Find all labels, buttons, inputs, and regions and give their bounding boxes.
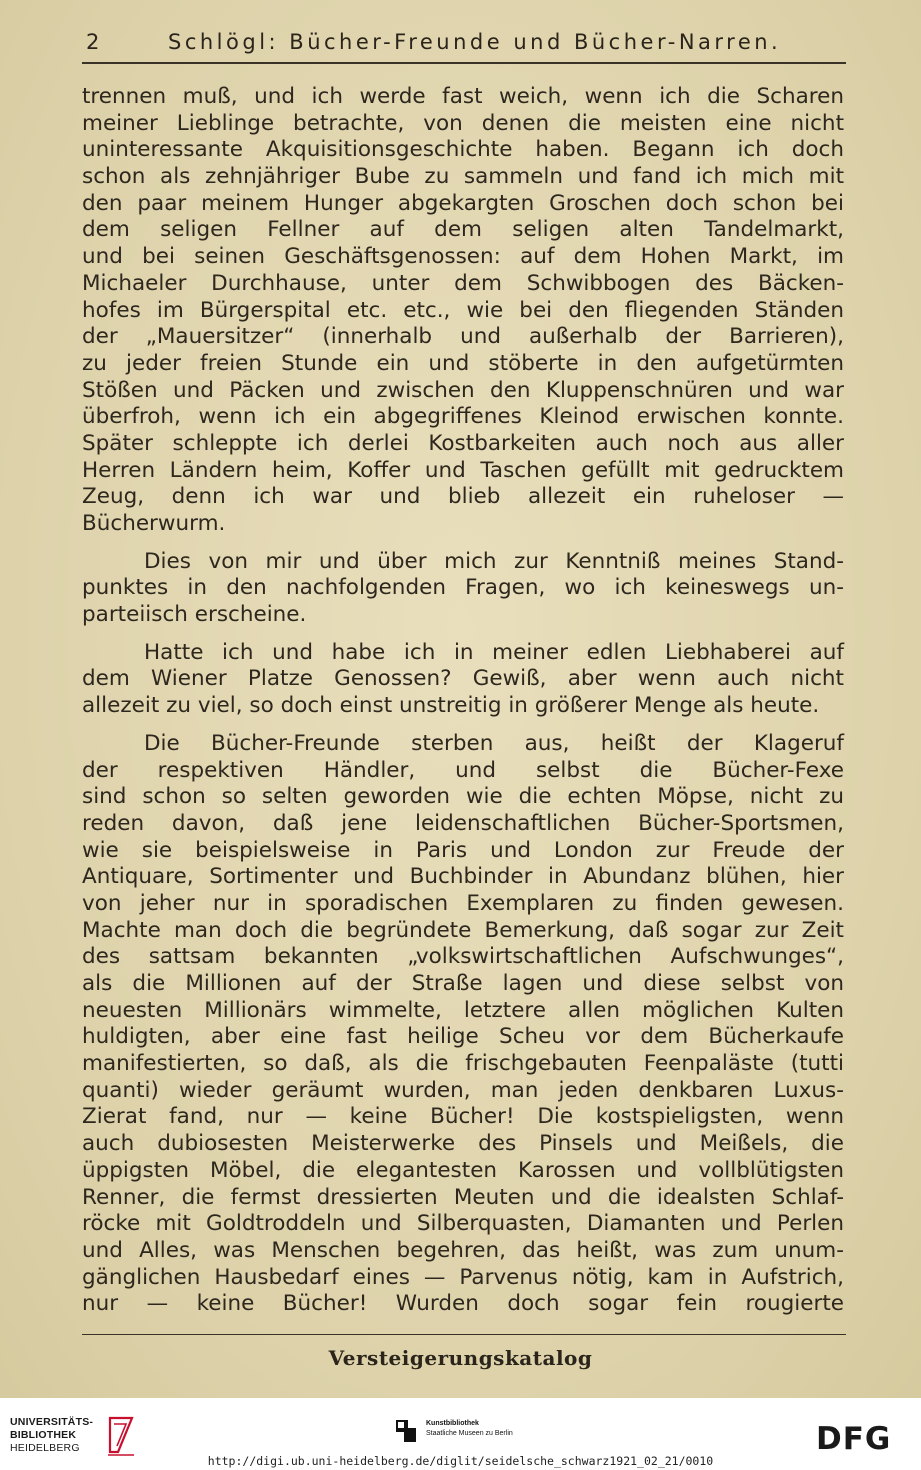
running-title: Schlögl: Bücher-Freunde und Bücher-Narren. [168, 30, 782, 54]
text-line: meiner Lieblinge betrachte, von denen die meisten eine nicht [82, 110, 844, 136]
page-number: 2 [86, 30, 100, 54]
text-line: von jeher nur in sporadischen Exemplaren zu finden gewesen. [82, 890, 844, 916]
text-line: dem seligen Fellner auf dem seligen alten Tandelmarkt, [82, 217, 844, 243]
text-line: Später schleppte ich derlei Kostbarkeiten auch noch aus aller [82, 430, 844, 456]
paragraph-2 [82, 549, 844, 629]
text-line: Hatte ich und habe ich in meiner edlen Liebhaberei auf [144, 639, 844, 665]
logo-line: UNIVERSITÄTS- [10, 1416, 94, 1428]
text-line: hofes im Bürgerspital etc. etc., wie bei den fliegenden Ständen [82, 297, 844, 323]
text-line: überfroh, wenn ich ein abgegriffenes Kleinod erwischen konnte. [82, 404, 844, 430]
text-line: zu jeder freien Stunde ein und stöberte in den aufgetürmten [82, 350, 844, 376]
text-line: manifestierten, so daß, als die frischgebauten Feenpaläste (tutti [82, 1051, 844, 1077]
text-line: Dies von mir und über mich zur Kenntniß meines Stand- [144, 548, 844, 574]
logo-line: HEIDELBERG [10, 1442, 80, 1454]
text-line: Machte man doch die begründete Bemerkung, daß sogar zur Zeit [82, 917, 844, 943]
text-line: uninteressante Akquisitionsgeschichte haben. Begann ich doch [82, 137, 844, 163]
text-line: schon als zehnjähriger Bube zu sammeln und fand ich mich mit [82, 164, 844, 190]
university-seal-icon [104, 1414, 138, 1456]
text-line: Michaeler Durchhause, unter dem Schwibbogen des Bäcken- [82, 270, 844, 296]
text-line: üppigsten Möbel, die elegantesten Karossen und vollblütigsten [82, 1157, 844, 1183]
kb-line: Staatliche Museen zu Berlin [426, 1430, 513, 1437]
dfg-logo-icon[interactable] [816, 1422, 908, 1452]
text-line: Antiquare, Sortimenter und Buchbinder in Abundanz blühen, hier [82, 864, 844, 890]
text-line: als die Millionen auf der Straße lagen und diese selbst von [82, 971, 844, 996]
text-line: huldigten, aber eine fast heilige Scheu vor dem Bücherkaufe [82, 1024, 844, 1050]
header-rule [82, 62, 846, 64]
text-line: und bei seinen Geschäftsgenossen: auf dem Hohen Markt, im [82, 244, 844, 270]
text-line: punktes in den nachfolgenden Fragen, wo ich keineswegs un- [82, 575, 844, 601]
text-line: trennen muß, und ich werde fast weich, wenn ich die Scharen [82, 84, 844, 109]
paragraph-4 [82, 731, 844, 1318]
running-head [82, 30, 842, 60]
text-line: neuesten Millionärs wimmelte, letztere allen möglichen Kulten [82, 997, 844, 1023]
text-line: dem Wiener Platze Genossen? Gewiß, aber wenn auch nicht [82, 666, 844, 692]
logo-line: BIBLIOTHEK [10, 1429, 77, 1441]
text-line: reden davon, daß jene leidenschaftlichen Bücher-Sportsmen, [82, 810, 844, 836]
text-line: allezeit zu viel, so doch einst unstreitig in größerer Menge als heute. [82, 693, 820, 719]
text-line: Bücherwurm. [82, 511, 226, 536]
text-line: röcke mit Goldtroddeln und Silberquasten, Diamanten und Perlen [82, 1211, 844, 1237]
university-library-logo[interactable] [10, 1414, 140, 1458]
text-line: den paar meinem Hunger abgekargten Groschen doch schon bei [82, 190, 844, 216]
body-text [82, 84, 844, 1318]
kunstbibliothek-logo[interactable] [394, 1418, 594, 1448]
text-line: der „Mauersitzer“ (innerhalb und außerhalb der Barrieren), [82, 324, 844, 350]
text-line: Stößen und Päcken und zwischen den Kluppenschnüren und war [82, 377, 844, 403]
text-line: sind schon so selten geworden wie die echten Möpse, nicht zu [82, 784, 844, 810]
dfg-logo-text: DFG [816, 1422, 892, 1452]
text-line: gänglichen Hausbedarf eines — Parvenus nötig, kam in Aufstrich, [82, 1264, 844, 1290]
text-line: Zierat fand, nur — keine Bücher! Die kostspieligsten, wenn [82, 1104, 844, 1130]
text-line: Zeug, denn ich war und blieb allezeit ein ruheloser — [82, 484, 844, 510]
text-line: wie sie beispielsweise in Paris und London zur Freude der [82, 837, 844, 863]
paragraph-3 [82, 640, 844, 720]
source-url-link[interactable]: http://digi.ub.uni-heidelberg.de/diglit/seidelsche_schwarz1921_02_21/0010 [207, 1454, 714, 1468]
catalog-label: Versteigerungskatalog [328, 1346, 593, 1370]
text-line: des sattsam bekannten „volkswirtschaftlichen Aufschwunges“, [82, 944, 844, 970]
kunstbibliothek-mark-icon [394, 1418, 420, 1444]
text-line: Herren Ländern heim, Koffer und Taschen gefüllt mit gedrucktem [82, 457, 844, 483]
text-line: der respektiven Händler, und selbst die Bücher-Fexe [82, 757, 844, 783]
text-line: nur — keine Bücher! Wurden doch sogar fein rougierte [82, 1291, 844, 1317]
footer-bar [0, 1398, 921, 1470]
text-line: auch dubiosesten Meisterwerke des Pinsels und Meißels, die [82, 1131, 844, 1157]
paragraph-1 [82, 84, 844, 538]
text-line: Renner, die fermst dressierten Meuten und die idealsten Schlaf- [82, 1184, 844, 1210]
text-line: und Alles, was Menschen begehren, das heißt, was zum unum- [82, 1237, 844, 1263]
text-line: Die Bücher-Freunde sterben aus, heißt der Klageruf [144, 730, 844, 756]
footer-rule [82, 1334, 846, 1335]
kb-line: Kunstbibliothek [426, 1420, 479, 1427]
text-line: quanti) wieder geräumt wurden, man jeden denkbaren Luxus- [82, 1077, 844, 1103]
text-line: parteiisch erscheine. [82, 602, 307, 628]
